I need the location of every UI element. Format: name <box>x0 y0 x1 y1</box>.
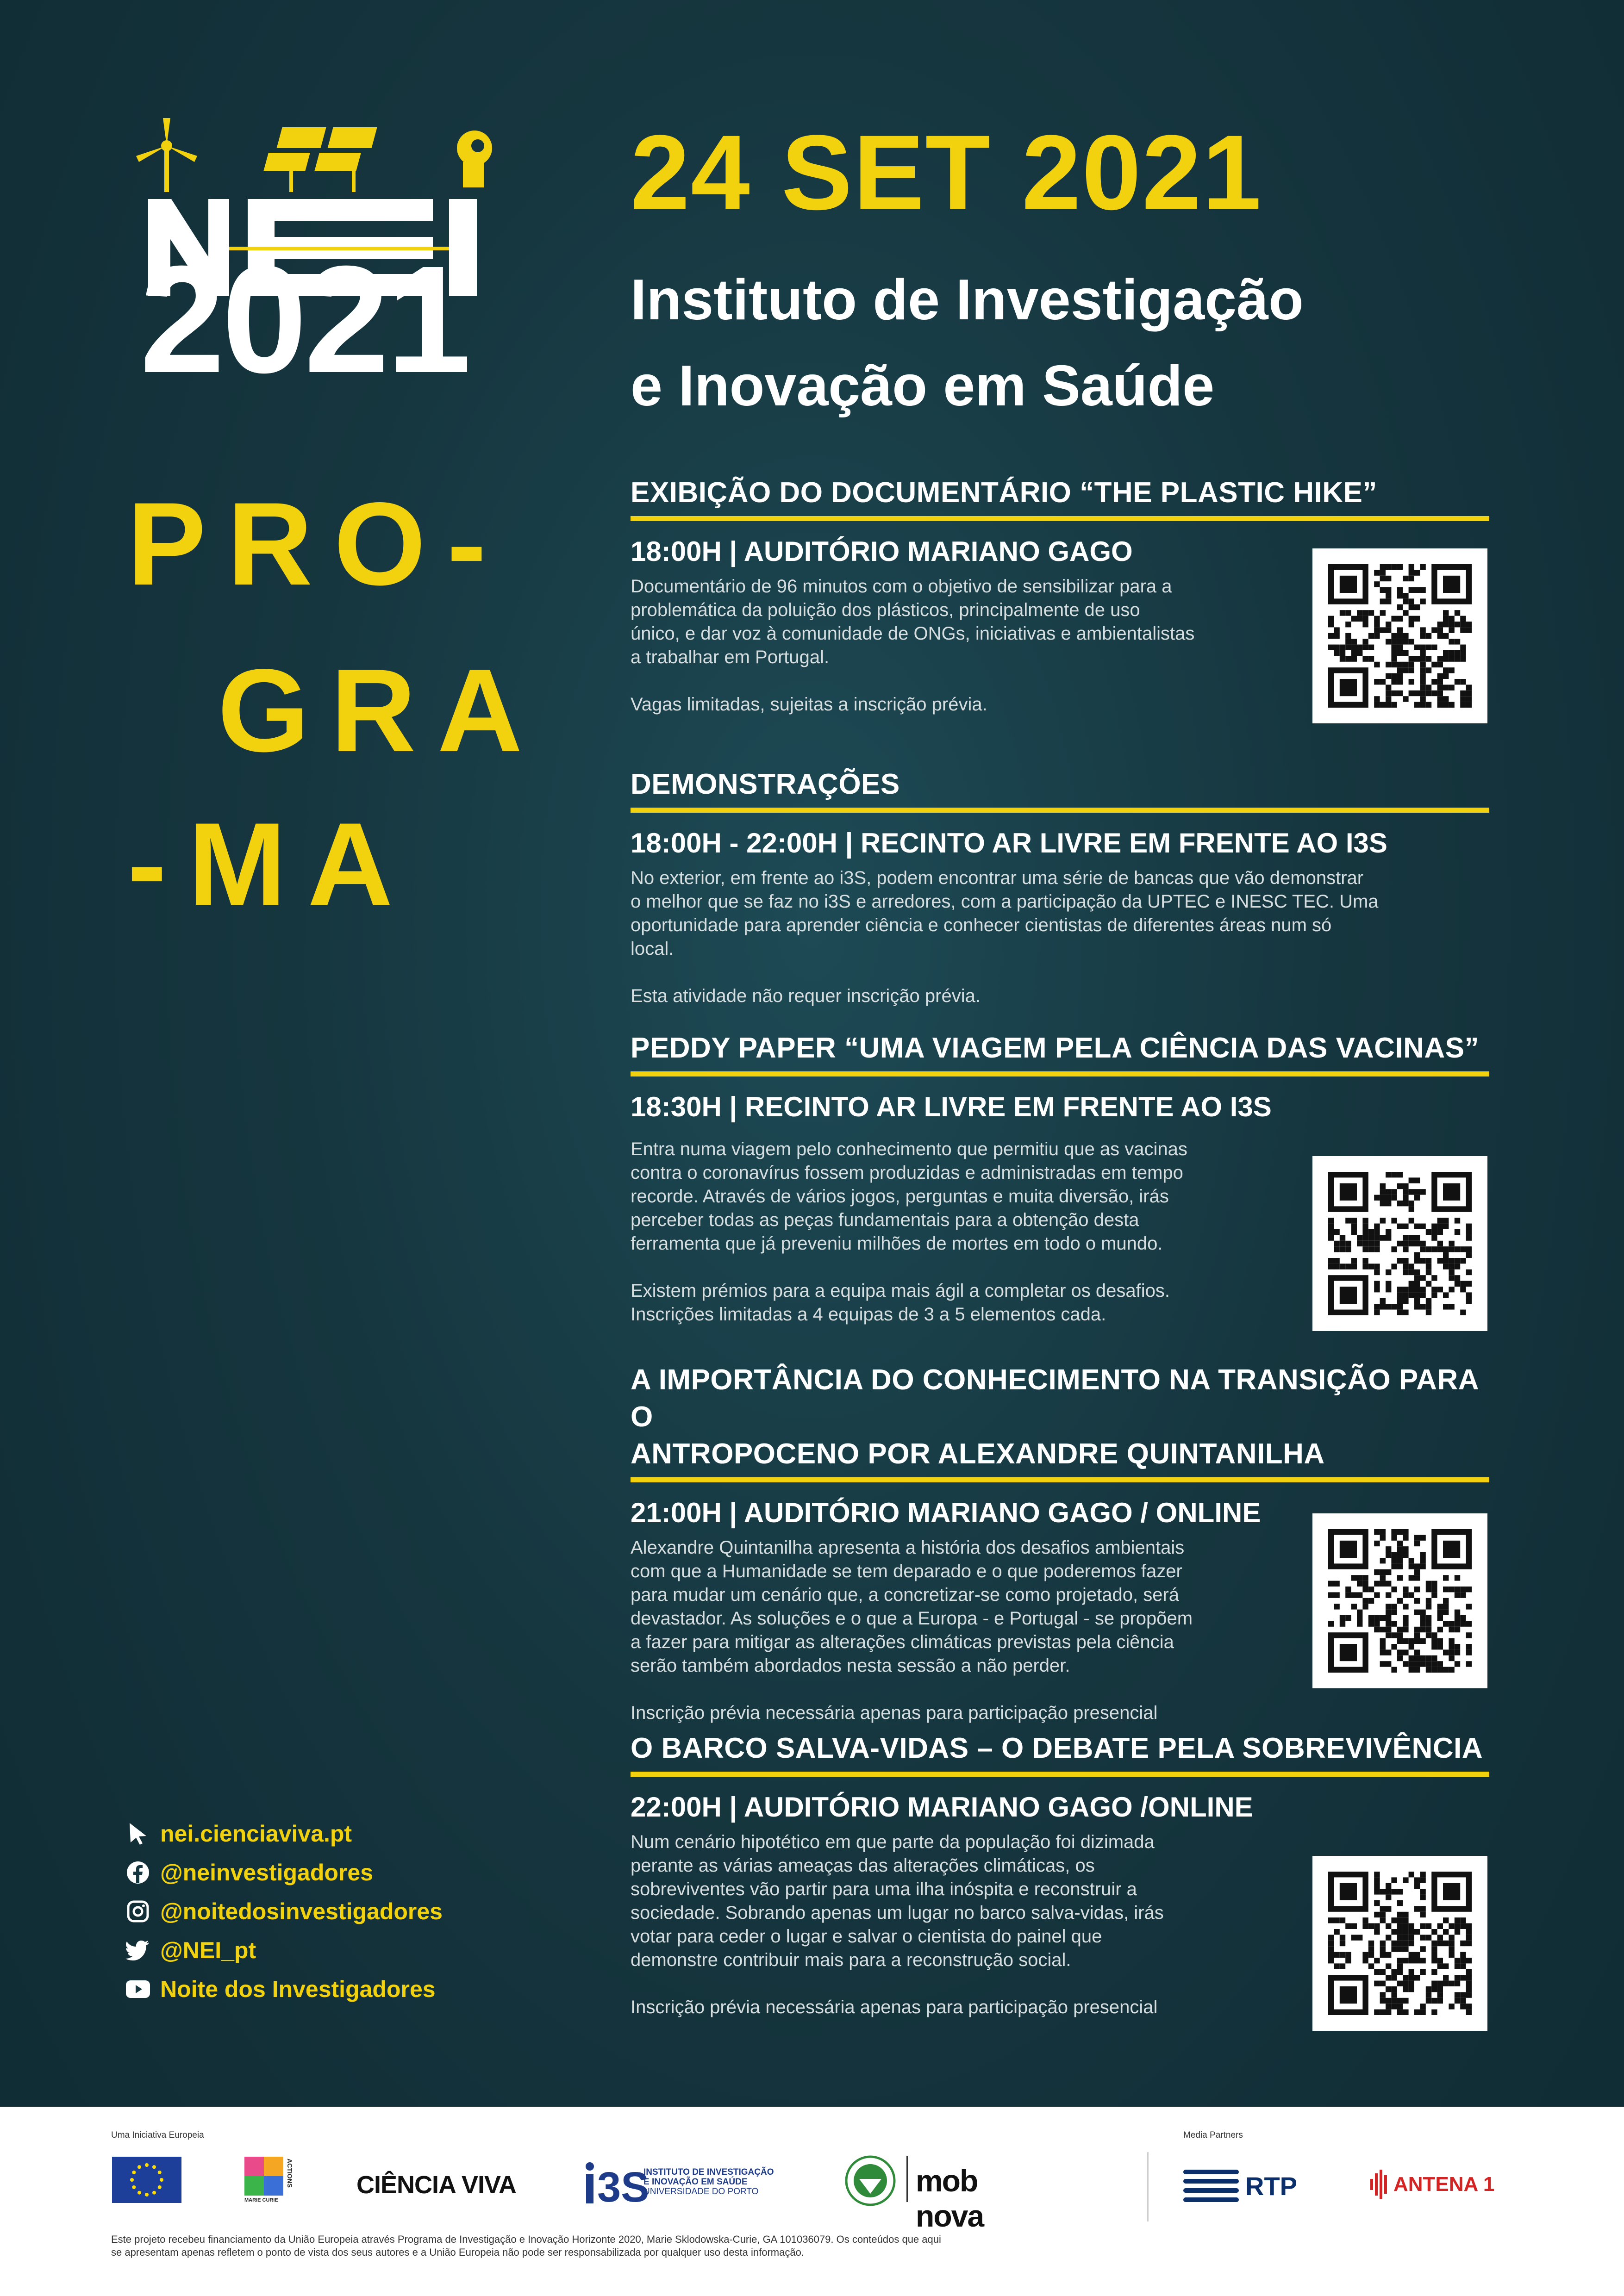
twitter-icon <box>126 1938 150 1962</box>
venue-title <box>631 257 1304 429</box>
ciencia-viva-logo: CIÊNCIA VIVA <box>356 2171 517 2199</box>
nei-logo <box>130 76 509 404</box>
divider <box>631 516 1489 521</box>
rtp-logo: RTP <box>1183 2170 1297 2202</box>
eu-star <box>160 2178 163 2182</box>
event-time: 18:30H | RECINTO AR LIVRE EM FRENTE AO I3S <box>631 1091 1272 1122</box>
eu-star <box>130 2178 134 2182</box>
event-time: 21:00H | AUDITÓRIO MARIANO GAGO / ONLINE <box>631 1497 1261 1528</box>
event-time: 18:00H - 22:00H | RECINTO AR LIVRE EM FRENTE AO I3S <box>631 828 1387 859</box>
event-note: Esta atividade não requer inscrição prévia. <box>631 986 981 1006</box>
social-facebook[interactable] <box>126 1853 443 1892</box>
event-description: Entra numa viagem pelo conhecimento que permitiu que as vacinas contra o coronavírus fossem produzidas e administradas em tempo recorde. Através de vários jogos, perguntas e muita diversão, irás perceber todas as peças fundamentais para a obtenção desta ferramenta que já preveniu milhões de mortes em todo o mundo. <box>631 1139 1187 1254</box>
qr-code[interactable] <box>1312 548 1487 723</box>
event-description: Documentário de 96 minutos com o objetivo de sensibilizar para a problemática da poluição dos plásticos, principalmente de uso único, e dar voz à comunidade de ONGs, iniciativas e ambientalistas a trabalhar em Portugal. <box>631 576 1195 667</box>
divider <box>631 808 1489 813</box>
event-note: Inscrição prévia necessária apenas para participação presencial <box>631 1703 1158 1723</box>
youtube-icon <box>126 1977 150 2001</box>
eu-star <box>152 2165 156 2169</box>
social-website[interactable] <box>126 1814 443 1853</box>
event-title: O BARCO SALVA-VIDAS – O DEBATE PELA SOBREVIVÊNCIA <box>631 1732 1483 1764</box>
divider <box>631 1772 1489 1777</box>
solar-panel-icon <box>263 127 377 192</box>
event-time: 18:00H | AUDITÓRIO MARIANO GAGO <box>631 536 1133 567</box>
twitter-link[interactable]: @NEI_pt <box>160 1937 256 1963</box>
event-title: A IMPORTÂNCIA DO CONHECIMENTO NA TRANSIÇÃO PARA O ANTROPOCENO POR ALEXANDRE QUINTANILHA <box>631 1364 1478 1470</box>
rtp-waves-icon <box>1183 2170 1239 2202</box>
disclaimer: Este projeto recebeu financiamento da União Europeia através Programa de Investigação e Inovação Horizonte 2020, Marie Sklodowska-Curie, GA 101036079. Os conteúdos que aqui se apresentam apenas refletem o ponto de vista dos seus autores e a União Europeia não pode ser responsabilizada por qualquer uso desta informação. <box>111 2234 941 2258</box>
website-link[interactable]: nei.cienciaviva.pt <box>160 1821 352 1847</box>
event-title: EXIBIÇÃO DO DOCUMENTÁRIO “THE PLASTIC HIKE” <box>631 477 1377 509</box>
i3s-logo: 3S INSTITUTO DE INVESTIGAÇÃO E INOVAÇÃO EM SAÚDE UNIVERSIDADE DO PORTO <box>584 2159 640 2208</box>
globe-icon <box>843 2153 898 2209</box>
media-partners-label: Media Partners <box>1183 2130 1243 2140</box>
eu-star <box>152 2191 156 2195</box>
qr-code[interactable] <box>1312 1513 1487 1688</box>
event-demonstracoes <box>631 766 1489 1008</box>
eu-star <box>145 2163 149 2167</box>
event-title: DEMONSTRAÇÕES <box>631 768 900 800</box>
wind-turbine-icon <box>136 118 197 192</box>
event-time: 22:00H | AUDITÓRIO MARIANO GAGO /ONLINE <box>631 1792 1253 1823</box>
eu-star <box>137 2165 141 2169</box>
programa-line-2: GRA <box>218 645 544 777</box>
social-instagram[interactable] <box>126 1892 443 1931</box>
eu-star <box>132 2171 136 2174</box>
facebook-link[interactable]: @neinvestigadores <box>160 1860 374 1885</box>
instagram-icon <box>126 1899 150 1923</box>
event-date: 24 SET 2021 <box>631 113 1262 232</box>
event-description: Alexandre Quintanilha apresenta a história dos desafios ambientais com que a Humanidade se tem deparado e o que poderemos fazer para mudar um cenário que, a concretizar-se como projetado, será devastador. As soluções e o que a Europa - e Portugal - se propõem a fazer para mitigar as alterações climáticas previstas pela ciência serão também abordados nesta sessão a não perder. <box>631 1537 1193 1676</box>
event-title: PEDDY PAPER “UMA VIAGEM PELA CIÊNCIA DAS VACINAS” <box>631 1032 1480 1064</box>
antena-bars-icon <box>1370 2170 1389 2199</box>
initiative-label: Uma Iniciativa Europeia <box>111 2130 204 2140</box>
divider <box>631 1071 1489 1076</box>
antena1-logo: ANTENA 1 <box>1370 2170 1494 2199</box>
eu-star <box>137 2191 141 2195</box>
eu-star <box>145 2193 149 2196</box>
divider <box>631 1477 1489 1482</box>
eu-flag-logo <box>112 2157 181 2203</box>
event-note: Vagas limitadas, sujeitas a inscrição prévia. <box>631 694 987 715</box>
facebook-icon <box>126 1860 150 1885</box>
social-links <box>126 1814 443 2009</box>
footer-separator <box>1147 2152 1149 2221</box>
footer <box>0 2107 1624 2296</box>
social-twitter[interactable] <box>126 1931 443 1970</box>
programa-line-3: -MA <box>127 798 414 930</box>
cursor-icon <box>126 1822 150 1846</box>
instagram-link[interactable]: @noitedosinvestigadores <box>160 1898 443 1924</box>
venue-line-2: e Inovação em Saúde <box>631 354 1215 418</box>
mob-nova-logo: mob nova <box>843 2153 898 2211</box>
event-note: Existem prémios para a equipa mais ágil a completar os desafios. Inscrições limitadas a 4 equipas de 3 a 5 elementos cada. <box>631 1281 1170 1325</box>
logo-year: 2021 <box>140 234 469 404</box>
marie-curie-logo: MARIE CURIE ACTIONS <box>244 2157 299 2208</box>
svg-text:3S: 3S <box>597 2164 650 2211</box>
programa-line-1: PRO- <box>127 478 508 610</box>
head-icon <box>457 131 492 187</box>
i3s-mark <box>584 2159 650 2211</box>
qr-code[interactable] <box>1312 1156 1487 1331</box>
social-youtube[interactable] <box>126 1970 443 2009</box>
event-description: No exterior, em frente ao i3S, podem encontrar uma série de bancas que vão demonstrar o melhor que se faz no i3S e arredores, com a participação da UPTEC e INESC TEC. Uma oportunidade para aprender ciência e conhecer cientistas de diferentes áreas num só local. <box>631 868 1379 959</box>
qr-code[interactable] <box>1312 1856 1487 2031</box>
eu-star <box>132 2185 136 2189</box>
venue-line-1: Instituto de Investigação <box>631 268 1304 332</box>
eu-star <box>158 2171 162 2174</box>
event-note: Inscrição prévia necessária apenas para participação presencial <box>631 1997 1158 2017</box>
youtube-link[interactable]: Noite dos Investigadores <box>160 1976 436 2002</box>
eu-star <box>158 2185 162 2189</box>
event-description: Num cenário hipotético em que parte da população foi dizimada perante as várias ameaças das alterações climáticas, os sobreviventes vão partir para uma ilha inóspita e reconstruir a sociedade. Sobrando apenas um lugar no barco salva-vidas, irás votar para ceder o lugar e salvar o cientista do painel que demonstre contribuir mais para a reconstrução social. <box>631 1832 1164 1970</box>
